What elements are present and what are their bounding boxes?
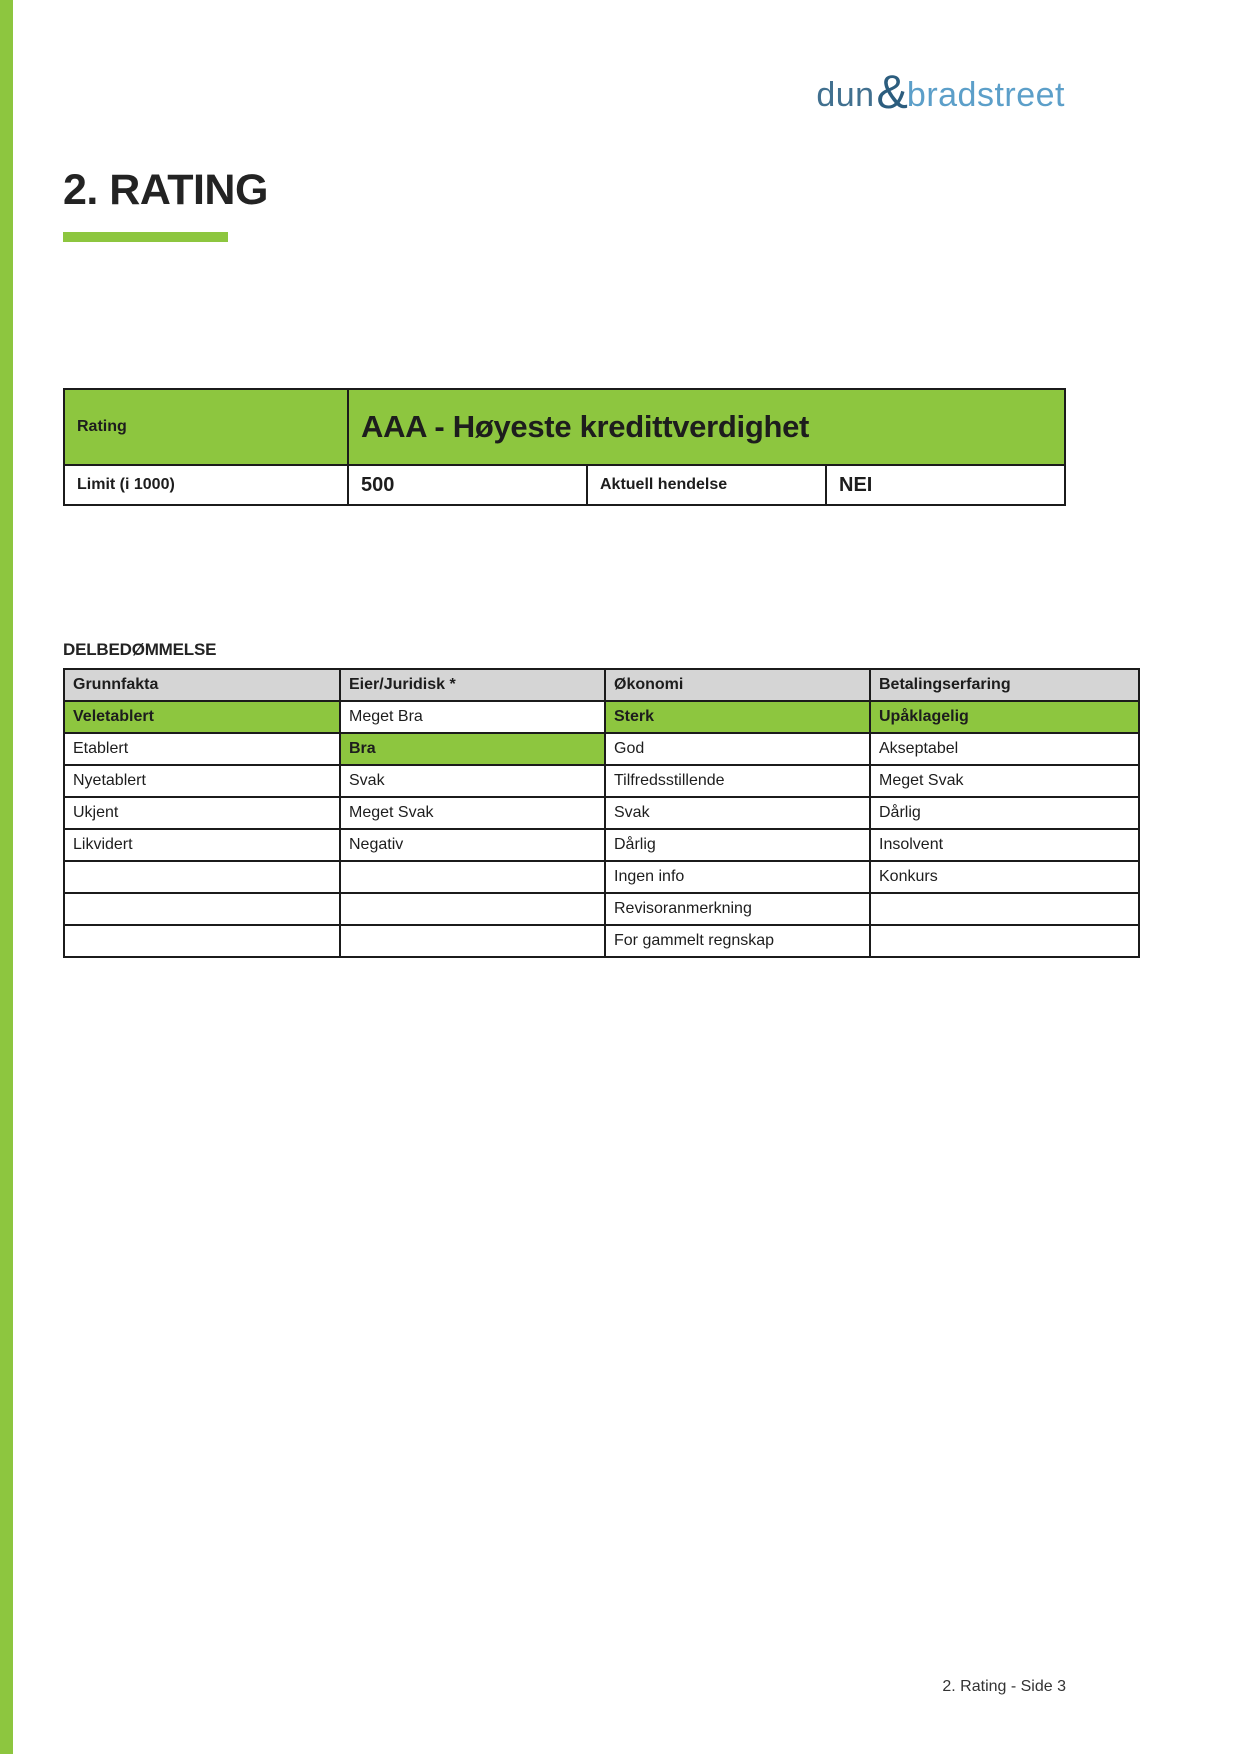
column-header-eier-juridisk: Eier/Juridisk *	[340, 669, 605, 701]
table-cell: Insolvent	[870, 829, 1139, 861]
column-header-betalingserfaring: Betalingserfaring	[870, 669, 1139, 701]
table-cell	[64, 861, 340, 893]
table-cell: Revisoranmerkning	[605, 893, 870, 925]
page-edge-accent-bar	[0, 0, 13, 1754]
rating-label: Rating	[64, 389, 348, 465]
table-cell	[340, 893, 605, 925]
table-cell: Meget Bra	[340, 701, 605, 733]
ampersand-icon: &	[876, 65, 908, 118]
logo-text-dun: dun	[816, 76, 875, 114]
table-cell: Meget Svak	[340, 797, 605, 829]
delbedommelse-table	[63, 668, 1140, 958]
table-cell: Tilfredsstillende	[605, 765, 870, 797]
table-row	[64, 701, 1139, 733]
dun-bradstreet-logo	[816, 65, 1065, 118]
title-underline	[63, 232, 228, 242]
table-cell: God	[605, 733, 870, 765]
table-cell: Svak	[340, 765, 605, 797]
table-cell: Nyetablert	[64, 765, 340, 797]
table-header-row	[64, 669, 1139, 701]
table-row	[64, 797, 1139, 829]
delbedommelse-section-title: DELBEDØMMELSE	[63, 640, 217, 659]
table-row	[64, 733, 1139, 765]
table-cell: Negativ	[340, 829, 605, 861]
limit-label: Limit (i 1000)	[64, 465, 348, 505]
event-value: NEI	[826, 465, 1065, 505]
table-row	[64, 765, 1139, 797]
table-cell	[870, 925, 1139, 957]
logo-text-bradstreet: bradstreet	[906, 76, 1065, 114]
table-cell: For gammelt regnskap	[605, 925, 870, 957]
table-cell: Svak	[605, 797, 870, 829]
table-cell: Akseptabel	[870, 733, 1139, 765]
table-row	[64, 861, 1139, 893]
column-header-okonomi: Økonomi	[605, 669, 870, 701]
page-footer: 2. Rating - Side 3	[942, 1678, 1066, 1695]
column-header-grunnfakta: Grunnfakta	[64, 669, 340, 701]
table-cell: Ukjent	[64, 797, 340, 829]
limit-value: 500	[348, 465, 587, 505]
table-row	[64, 829, 1139, 861]
table-cell: Konkurs	[870, 861, 1139, 893]
table-cell	[340, 925, 605, 957]
table-cell: Ingen info	[605, 861, 870, 893]
rating-value: AAA - Høyeste kredittverdighet	[348, 389, 1065, 465]
table-cell: Sterk	[605, 701, 870, 733]
table-row	[64, 893, 1139, 925]
table-cell	[64, 893, 340, 925]
table-cell: Dårlig	[605, 829, 870, 861]
event-label: Aktuell hendelse	[587, 465, 826, 505]
table-cell: Bra	[340, 733, 605, 765]
table-cell: Veletablert	[64, 701, 340, 733]
rating-table	[63, 388, 1066, 506]
table-cell: Dårlig	[870, 797, 1139, 829]
table-cell	[340, 861, 605, 893]
table-row	[64, 925, 1139, 957]
table-cell	[870, 893, 1139, 925]
table-cell: Upåklagelig	[870, 701, 1139, 733]
table-cell: Meget Svak	[870, 765, 1139, 797]
table-cell: Likvidert	[64, 829, 340, 861]
page-title: 2. RATING	[63, 166, 268, 214]
table-cell: Etablert	[64, 733, 340, 765]
table-cell	[64, 925, 340, 957]
